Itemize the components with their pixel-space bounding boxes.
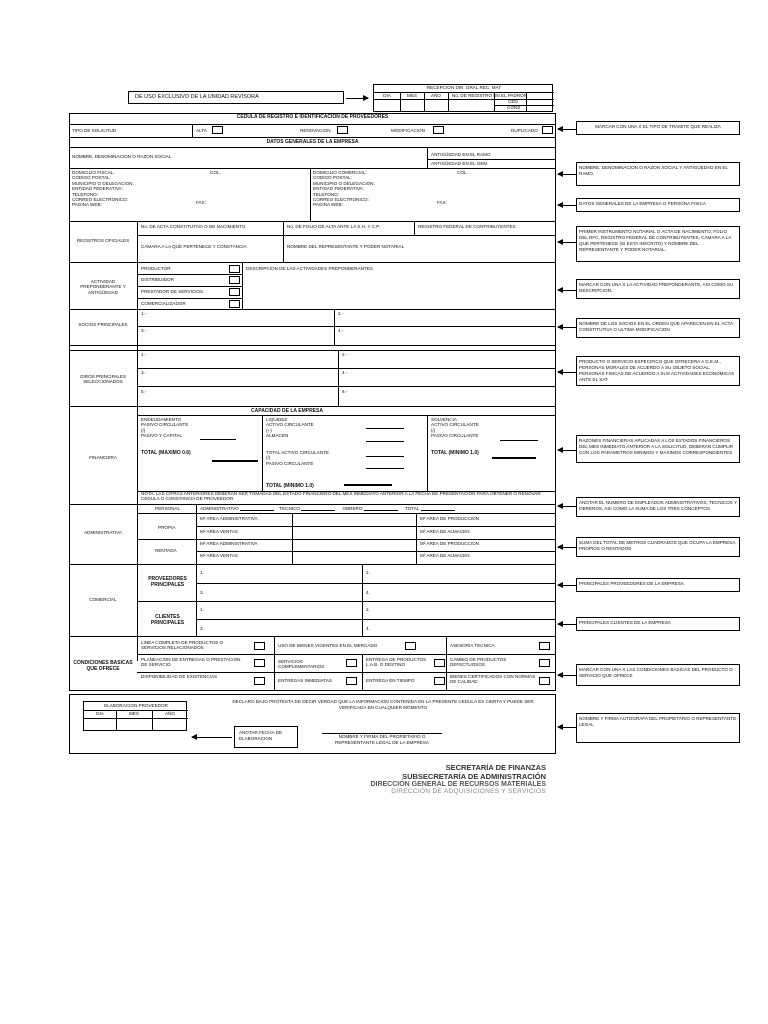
cond-bienes-checkbox[interactable] [405, 642, 416, 650]
note-nombre [576, 162, 740, 186]
endeudamiento-line: PASIVO Y CAPITAL [141, 433, 183, 439]
cond-planeacion-checkbox[interactable] [254, 659, 265, 667]
comercial-line: PAGINA WEB: [313, 202, 343, 208]
cond-bienes-label: USO DE BIENES VIGENTES EN EL MERCADO [278, 643, 378, 648]
cond-inmediatas-checkbox[interactable] [346, 677, 357, 685]
note-text: PRINCIPALES CLIENTES DE LA EMPRESA [579, 620, 671, 625]
comercial-line: ENTIDAD FEDERATIVA: [313, 186, 364, 192]
cond-planeacion-label: PLANEACION DE ENTREGAS O PRESTACION DE SERVICIO [141, 657, 241, 667]
exclusive-arrow [346, 98, 368, 99]
personal-row [200, 506, 455, 511]
note-registros [576, 226, 740, 262]
note-arrow [558, 675, 576, 676]
footer-direccion: DIRECCIÓN DE ADQUISICIONES Y SERVICIOS [391, 788, 546, 795]
cond-linea-label: LINEA COMPLETA DE PRODUCTOS O SERVICIOS RELACIONADOS [141, 640, 224, 650]
condiciones-label: CONDICIONES BASICAS QUE OFRECE [73, 660, 133, 672]
proveedor-item: 4. [366, 590, 370, 595]
nombre-label: NOMBRE, DENOMINACION O RAZON SOCIAL [72, 154, 172, 159]
liquidez-block [266, 417, 314, 439]
note-arrow [558, 290, 576, 291]
note-arrow [558, 727, 576, 728]
fiscal-fax-label: FAX: [196, 200, 206, 205]
proveedores-label: PROVEEDORES PRINCIPALES [148, 576, 187, 588]
cliente-item: 3. [200, 626, 204, 631]
firma-dia: DIA [96, 711, 104, 716]
proveedor-item: 2. [366, 570, 370, 575]
nombre-firma-label: NOMBRE Y FIRMA DEL PROPIETARIO O REPRESENTANTE LEGAL DE LA EMPRESA [335, 734, 429, 745]
alta-checkbox[interactable] [212, 126, 223, 134]
note-text: NOMBRE, DENOMINACION O RAZON SOCIAL Y ANTIGÜEDAD EN EL RAMO. [579, 165, 728, 176]
alta-label: ALTA [196, 128, 207, 133]
comercializador-label: COMERCIALIZADOR [141, 301, 186, 306]
reception-mes: MES [407, 93, 417, 98]
administrativa-label: ADMINISTRATIVA [84, 530, 122, 535]
note-financiera [576, 435, 740, 463]
total-min1-label: TOTAL (MINIMO 1.0) [266, 483, 314, 489]
note-text: PRODUCTO O SERVICIO ESPECIFICO QUE OFRECERA A G.E.M., PERSONAS MORALES DE ACUERDO A SU OBJETO SOCIAL. PERSONAS FISICAS DE ACUERDO A SUS ACTIVIDADES ECONOMICAS ANTE EL SAT [579, 359, 735, 382]
liquidez-line: ACTIVO CIRCULANTE [266, 422, 314, 428]
endeudamiento-line: (/) [141, 427, 146, 433]
note-text: NOMBRE DE LOS SOCIOS EN EL ORDEN QUE APARECEN EN EL ACTA CONSTITUTIVA O ULTIMA MODIFICACION [579, 321, 733, 332]
fiscal-line: ENTIDAD FEDERATIVA: [72, 186, 123, 192]
total-min2-label: TOTAL (MINIMO 1.0) [431, 450, 479, 456]
note-text: MARCAR CON UNA X EL TIPO DE TRAMITE QUE REALIZA [595, 124, 721, 129]
elaboracion-label: ELABORACION PROVEEDOR [104, 703, 168, 708]
cond-tiempo-label: ENTREGA EN TIEMPO [366, 678, 415, 683]
fiscal-line: TELEFONO: [72, 191, 99, 197]
socios-label: SOCIOS PRINCIPALES [78, 322, 128, 327]
cond-inmediatas-label: ENTREGAS INMEDIATAS [278, 678, 332, 683]
endeudamiento-line: ENDEUDAMIENTO [141, 417, 182, 422]
comercial-line: CODIGO POSTAL: [313, 175, 352, 181]
giro-item: 2.- [342, 352, 348, 357]
prestador-label: PRESTADOR DE SERVICIOS [141, 289, 204, 294]
solvencia-line: ACTIVO CIRCULANTE [431, 422, 479, 428]
m2-ventas-label: M² AREA VENTAS [200, 529, 238, 534]
socio-item: 3.- [141, 328, 147, 333]
modificacion-label: MODIFICACION [391, 128, 425, 133]
comercializador-checkbox[interactable] [229, 300, 240, 308]
footer-secretaria: SECRETARÍA DE FINANZAS [445, 763, 546, 772]
anotar-fecha-label: ANOTAR FECHA DE ELABORACION [239, 730, 283, 741]
note-arrow [558, 585, 576, 586]
ced-label: CED [508, 99, 518, 104]
giro-item: 5.- [141, 389, 147, 394]
productor-label: PRODUCTOR [141, 266, 171, 271]
anotar-arrow [192, 737, 232, 738]
fiscal-col-label: COL. [210, 170, 221, 175]
rfc-label: REGISTRO FEDERAL DE CONTRIBUYENTES [418, 224, 516, 229]
note-text: PRINCIPALES PROVEEDORES DE LA EMPRESA [579, 581, 684, 586]
declaro-label: DECLARO BAJO PROTESTA DE DECIR VERDAD QUE LA INFORMACION CONTENIDA EN LA PRESENTE CEDULA ES CIERTA Y PUEDE SER VERIFICADA EN CUALQUIER MOMENTO [232, 699, 534, 710]
note-text: ANOTAR EL NUMERO DE EMPLEADOS ADMINISTRATIVOS, TECNICOS Y OBREROS, ASI COMO LA SUMA DE LOS TRES CONCEPTOS [579, 500, 737, 511]
rentada-label: RENTADA [155, 548, 177, 553]
footer-logo-text [300, 763, 546, 795]
footer-subsecretaria: SUBSECRETARÍA DE ADMINISTRACIÓN [402, 772, 546, 781]
registro-label: No. DE REGISTRO EN EL PADRON [452, 93, 528, 98]
giro-item: 4.- [342, 370, 348, 375]
note-text: DATOS GENERALES DE LA EMPRESA O PERSONA FISICA [579, 201, 706, 206]
domicilio-fiscal-block [72, 170, 134, 208]
giro-item: 3.- [141, 370, 147, 375]
administrativo-label: ADMINISTRATIVO [200, 506, 239, 511]
obrero-label: OBRERO [342, 506, 363, 511]
note-text: PRIMER INSTRUMENTO NOTARIAL O ACTA DE NACIMIENTO, FOLIO DEL RFC, REGISTRO FEDERAL DE CONTRIBUYENTES, CAMARA A LA QUE PERTENECE (SI ESTA INSCRITO) Y NOMBRE DEL REPRESENTANTE Y PODER NOTARIAL. [579, 229, 732, 252]
socio-item: 4.- [338, 328, 344, 333]
m2-produccion-label: M² AREA DE PRODUCCION [420, 516, 479, 521]
renovacion-label: RENOVACION [300, 128, 331, 133]
productor-checkbox[interactable] [229, 265, 240, 273]
solvencia-line: SOLVENCIA [431, 417, 457, 422]
comercial-col-label: COL. [457, 170, 468, 175]
form-title: CEDULA DE REGISTRO E IDENTIFICACION DE PROVEEDORES [236, 114, 389, 120]
m2-almacen-label: M² AREA DE ALMACEN [420, 553, 470, 558]
firma-ano: AÑO [165, 711, 175, 716]
solvencia-block [431, 417, 479, 439]
cond-cambio-checkbox[interactable] [539, 659, 550, 667]
cond-linea-checkbox[interactable] [254, 642, 265, 650]
cond-asesoria-checkbox[interactable] [539, 642, 550, 650]
giro-item: 6.- [342, 389, 348, 394]
m2-produccion-label: M² AREA DE PRODUCCION [420, 541, 479, 546]
financiera-label: FINANCIERA [89, 455, 117, 460]
note-metros [576, 537, 740, 557]
camara-label: CAMARA A LA QUE PERTENECE Y CONSTANCIA [141, 244, 247, 249]
solvencia-line: PASIVO CIRCULANTE [431, 433, 479, 439]
note-condiciones [576, 664, 740, 686]
cliente-item: 2. [366, 607, 370, 612]
cond-certificados-label: BIENES CERTIFICADOS CON NORMAS DE CALIDAD [450, 674, 536, 684]
reception-dia: DIA [383, 93, 391, 98]
distribuidor-label: DISTRIBUIDOR [141, 277, 174, 282]
datos-generales-title: DATOS GENERALES DE LA EMPRESA [266, 139, 359, 145]
liquidez-total-line: TOTAL ACTIVO CIRCULANTE [266, 450, 329, 455]
giros-label: GIROS PRINCIPALES SELECCIONADOS [79, 374, 127, 385]
fiscal-line: MUNICIPIO O DELEGACION: [72, 180, 134, 186]
note-giros [576, 356, 740, 386]
representante-label: NOMBRE DEL REPRESENTANTE Y PODER NOTARIAL [287, 244, 405, 249]
socio-item: 1.- [141, 311, 147, 316]
note-arrow [558, 174, 576, 175]
cond-disponibilidad-checkbox[interactable] [254, 677, 265, 685]
footer-direccion-general: DIRECCIÓN GENERAL DE RECURSOS MATERIALES [370, 781, 546, 788]
exclusive-use-box [128, 91, 344, 104]
reception-box [373, 84, 553, 112]
tecnico-label: TECNICO [279, 506, 300, 511]
note-firma [576, 713, 740, 743]
clientes-label: CLIENTES PRINCIPALES [150, 614, 185, 626]
solvencia-line: (/) [431, 427, 436, 433]
m2-ventas-label: M² AREA VENTAS [200, 553, 238, 558]
actividad-label: ACTIVIDAD PREPONDERANTE Y ANTIGÜEDAD [80, 279, 126, 295]
reception-title: RECEPCION DIR. GRAL REC. MAT [426, 85, 502, 90]
note-socios [576, 318, 740, 338]
m2-admin-label: M² AREA ADMINISTRATIVA [200, 541, 258, 546]
note-text: NOMBRE Y FIRMA AUTOGRAFA DEL PROPIETARIO O REPRESENTANTE LEGAL [579, 716, 737, 727]
note-text: RAZONES FINANCIERAS APLICADAS A LOS ESTADOS FINANCIEROS DEL MES INMEDIATO ANTERIOR A LA SOLICITUD, DEBERAN CUMPLIR CON LOS PARAMETROS MINIMOS Y MAXIMOS CORRESPONDIENTES [579, 438, 734, 455]
comercial-line: DOMICILIO COMERCIAL: [313, 170, 367, 175]
modificacion-checkbox[interactable] [433, 126, 444, 134]
fiscal-line: CORREO ELECTRONICO: [72, 197, 128, 203]
note-clientes [576, 617, 740, 631]
note-text: MARCAR CON UNA X LA ACTIVIDAD PREPONDERANTE, ASI COMO SU DESCRIPCION. [579, 282, 734, 293]
note-actividad [576, 279, 740, 299]
cond-lab-checkbox[interactable] [434, 659, 445, 667]
endeudamiento-block [141, 417, 188, 439]
note-arrow [558, 450, 576, 451]
cond-servicios-checkbox[interactable] [346, 659, 357, 667]
antiguedad-ramo-label: ANTIGÜEDAD EN EL RAMO [431, 152, 491, 157]
note-arrow [558, 506, 576, 507]
fiscal-line: PAGINA WEB: [72, 202, 102, 208]
cons-label: CONS [507, 105, 521, 110]
personal-label: PERSONAL [155, 506, 181, 511]
note-arrow [558, 372, 576, 373]
cond-asesoria-label: ASESORIA TECNICA [450, 643, 495, 648]
m2-admin-label: M² AREA ADMINISTRATIVA [200, 516, 258, 521]
descripcion-label: DESCRIPCION DE LAS ACTIVIDADES PREPONDERANTES [246, 266, 373, 271]
firma-mes: MES [129, 711, 139, 716]
prestador-checkbox[interactable] [229, 288, 240, 296]
comercial-line: CORREO ELECTRONICO: [313, 197, 369, 203]
liquidez-line: (+) [266, 427, 272, 433]
cond-tiempo-checkbox[interactable] [434, 677, 445, 685]
distribuidor-checkbox[interactable] [229, 276, 240, 284]
comercial-label: COMERCIAL [89, 597, 117, 602]
fiscal-line: DOMICILIO FISCAL: [72, 170, 115, 175]
note-arrow [558, 624, 576, 625]
cond-lab-label: ENTREGA DE PRODUCTOS L.A.B. O DESTINO [366, 657, 427, 667]
anotar-fecha-note [234, 726, 298, 748]
registros-label: REGISTROS OFICIALES [76, 238, 130, 243]
nota-label: NOTA: LAS CIFRAS ANTERIORES DEBERAN SER TOMADAS DEL ESTADO FINANCIERO DEL MES INMEDIATO ANTERIOR A LA FECHA DE PRESENTACION PARA OBTENER O RENOVAR CEDULA O CONSTANCIA DE PROVEEDOR [141, 491, 541, 501]
cond-disponibilidad-label: DISPONIBILIDAD DE EXISTENCIAS [141, 674, 218, 679]
elaboracion-box [83, 701, 187, 731]
fiscal-line: CODIGO POSTAL: [72, 175, 111, 181]
antiguedad-gem-label: ANTIGÜEDAD EN EL GEM [431, 161, 488, 166]
renovacion-checkbox[interactable] [337, 126, 348, 134]
proveedor-item: 1. [200, 570, 204, 575]
comercial-line: TELEFONO: [313, 191, 340, 197]
comercial-fax-label: FAX: [437, 200, 447, 205]
cond-certificados-checkbox[interactable] [539, 677, 550, 685]
note-datos [576, 198, 740, 212]
acta-label: No. DE ACTA CONSTITUTIVA O DE NACIMIENTO [141, 224, 246, 229]
proveedor-item: 3. [200, 590, 204, 595]
duplicado-label: DUPLICADO [511, 128, 538, 133]
reception-ano: AÑO [431, 93, 441, 98]
liquidez-total-line: PASIVO CIRCULANTE [266, 460, 314, 466]
total-max-label: TOTAL (MAXIMO 0.6) [141, 450, 191, 456]
propia-label: PROPIA [158, 525, 176, 530]
cond-servicios-label: SERVICIOS COMPLEMENTARIOS [278, 659, 325, 669]
note-text: SUMA DEL TOTAL DE METROS CUADRADOS QUE OCUPA LA EMPRESA, PROPIOS O RENTADOS [579, 540, 737, 551]
m2-almacen-label: M² AREA DE ALMACEN [420, 529, 470, 534]
note-empleados [576, 497, 740, 517]
giro-item: 1.- [141, 352, 147, 357]
cond-cambio-label: CAMBIO DE PRODUCTOS DEFECTUOSOS [450, 657, 507, 667]
tipo-solicitud-label: TIPO DE SOLICITUD [72, 128, 117, 133]
liquidez-line: LIQUIDEZ [266, 417, 288, 422]
folio-label: No. DE FOLIO DE ALTA ANTE LA S.H. Y C.P. [287, 224, 381, 229]
cliente-item: 4. [366, 626, 370, 631]
note-arrow [558, 327, 576, 328]
note-text: MARCAR CON UNA X LAS CONDICIONES BASICAS DEL PRODUCTO O SERVICIO QUE OFRECE [579, 667, 733, 678]
exclusive-use-label: DE USO EXCLUSIVO DE LA UNIDAD REVISORA [135, 94, 259, 100]
duplicado-checkbox[interactable] [542, 126, 553, 134]
liquidez-total-line: (/) [266, 455, 271, 461]
note-tramite [576, 121, 740, 135]
note-arrow [558, 205, 576, 206]
liquidez-total-block [266, 450, 329, 466]
endeudamiento-line: PASIVO CIRCULANTE [141, 422, 189, 428]
note-proveedores [576, 578, 740, 592]
note-arrow [558, 129, 576, 130]
total-label: TOTAL [405, 506, 420, 511]
domicilio-comercial-block [313, 170, 375, 208]
capacidad-title: CAPACIDAD DE LA EMPRESA [251, 408, 323, 414]
liquidez-line: ALMACEN [266, 433, 289, 439]
comercial-line: MUNICIPIO O DELEGACION: [313, 180, 375, 186]
note-arrow [558, 242, 576, 243]
note-arrow [558, 547, 576, 548]
socio-item: 2.- [338, 311, 344, 316]
cliente-item: 1. [200, 607, 204, 612]
